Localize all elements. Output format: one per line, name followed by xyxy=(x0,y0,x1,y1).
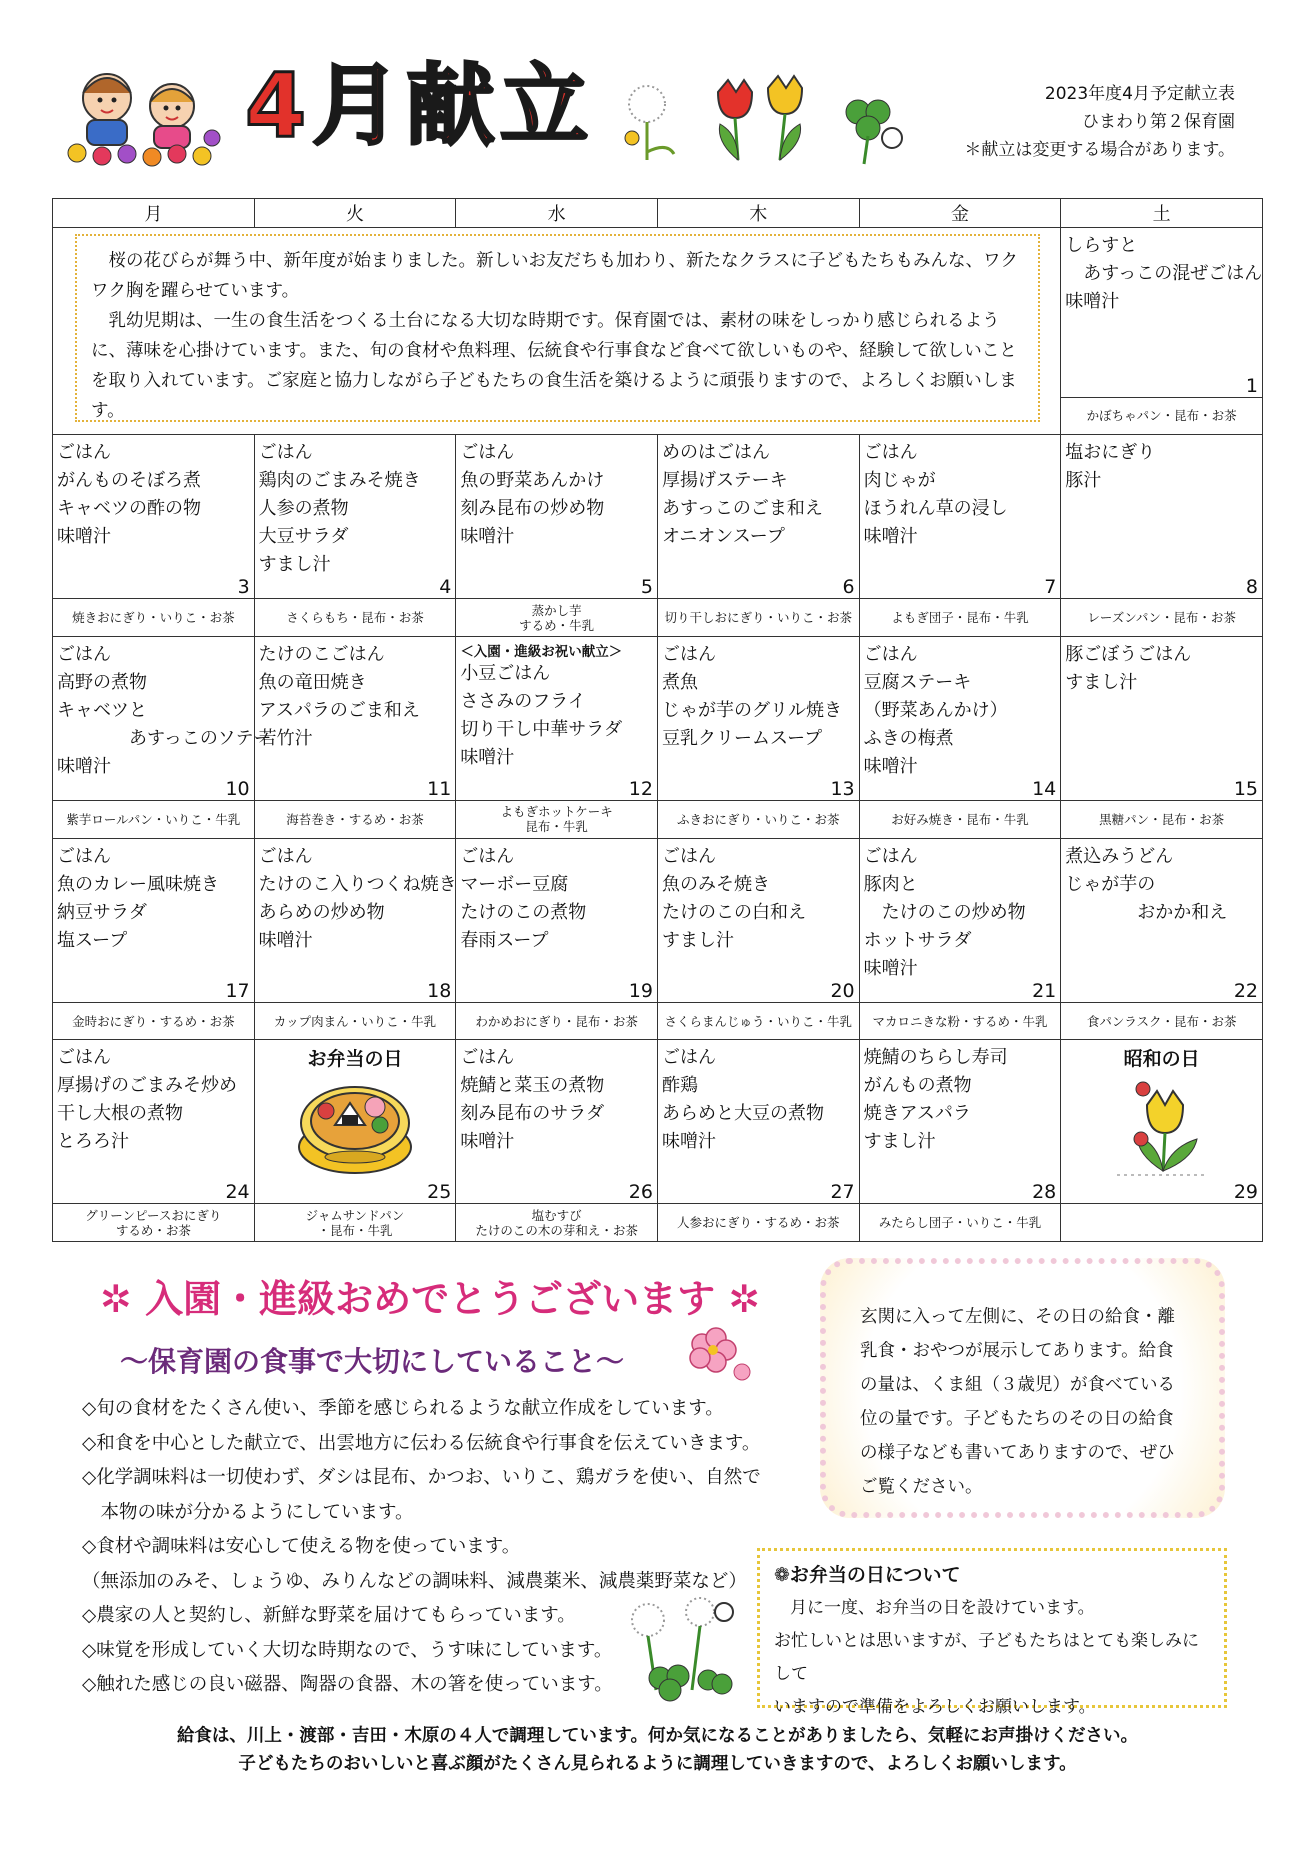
intro-paragraph: 乳幼児期は、一生の食生活をつくる土台になる大切な時期です。保育園では、素材の味をしっかり感じられるように、薄味を心掛けています。また、旬の食材や魚料理、伝統食や行事食など食べて欲しいものや、経験して欲しいことを取り入れています。ご家庭と協力しながら子どもたちの食生活を築けるように頑張りますので、よろしくお願いします。 xyxy=(91,311,1017,422)
menu-text: ごはん マーボー豆腐 たけのこの煮物 春雨スープ xyxy=(460,845,587,951)
header-info xyxy=(964,80,1235,164)
menu-text: ごはん 魚のみそ焼き たけのこの白和え すまし汁 xyxy=(661,845,806,951)
menu-cell xyxy=(53,1040,255,1204)
showa-day-title: 昭和の日 xyxy=(1123,1048,1200,1071)
list-item: ◇味覚を形成していく大切な時期なので、うす味にしています。 xyxy=(82,1639,613,1661)
menu-text: ごはん 豆腐ステーキ （野菜あんかけ） ふきの梅煮 味噌汁 xyxy=(863,643,1008,777)
snack-cell: よもぎ団子・昆布・牛乳 xyxy=(859,599,1061,637)
menu-text: ごはん 焼鯖と菜玉の煮物 刻み昆布のサラダ 味噌汁 xyxy=(460,1047,605,1153)
snack-cell: みたらし団子・いりこ・牛乳 xyxy=(859,1204,1061,1242)
menu-text: ごはん がんものそぼろ煮 キャベツの酢の物 味噌汁 xyxy=(57,442,201,548)
intro-paragraph: 桜の花びらが舞う中、新年度が始まりました。新しいお友だちも加わり、新たなクラスに子どもたちもみんな、ワクワク胸を躍らせています。 xyxy=(91,251,1018,302)
list-item: 本物の味が分かるようにしています。 xyxy=(82,1501,414,1523)
menu-cell xyxy=(1061,838,1263,1002)
menu-cell xyxy=(657,1040,859,1204)
day-header-tue: 火 xyxy=(254,199,456,228)
snack-cell xyxy=(1061,1204,1263,1242)
bento-note-heading xyxy=(774,1559,1210,1592)
date-number: 3 xyxy=(237,576,250,599)
date-number: 15 xyxy=(1233,778,1258,801)
bento-day-title: お弁当の日 xyxy=(307,1048,403,1071)
menu-text: めのはごはん 厚揚げステーキ あすっこのごま和え オニオンスープ xyxy=(661,442,823,548)
snack-cell: カップ肉まん・いりこ・牛乳 xyxy=(254,1002,456,1040)
list-item: ◇食材や調味料は安心して使える物を使っています。 xyxy=(82,1536,521,1557)
date-number: 22 xyxy=(1233,979,1258,1002)
snack-cell: ふきおにぎり・いりこ・お茶 xyxy=(657,801,859,839)
snack-cell: ジャムサンドパン ・昆布・牛乳 xyxy=(254,1204,456,1242)
date-number: 4 xyxy=(439,576,452,599)
snack-cell: お好み焼き・昆布・牛乳 xyxy=(859,801,1061,839)
menu-cell xyxy=(859,838,1061,1002)
header-info-year: 2023年度4月予定献立表 xyxy=(1044,84,1235,104)
menu-text: ごはん たけのこ入りつくね焼き あらめの炒め物 味噌汁 xyxy=(258,845,457,951)
menu-text: 小豆ごはん ささみのフライ 切り干し中華サラダ 味噌汁 xyxy=(460,662,623,768)
bento-day-note xyxy=(757,1548,1227,1717)
menu-text: ごはん 魚の野菜あんかけ 刻み昆布の炒め物 味噌汁 xyxy=(460,442,605,548)
bento-note-line: お忙しいとは思いますが、子どもたちはとても楽しみにして xyxy=(774,1631,1199,1684)
footer-message xyxy=(0,1722,1315,1778)
menu-calendar xyxy=(52,198,1263,1242)
menu-cell xyxy=(53,435,255,599)
date-number: 5 xyxy=(640,576,653,599)
menu-text: たけのこごはん 魚の竜田焼き アスパラのごま和え 若竹汁 xyxy=(258,643,420,749)
snack-cell: 塩むすび たけのこの木の芽和え・お茶 xyxy=(456,1204,658,1242)
lunch-display-note xyxy=(820,1258,1225,1518)
snack-cell: 焼きおにぎり・いりこ・お茶 xyxy=(53,599,255,637)
section-subtitle: ～保育園の食事で大切にしていること～ xyxy=(120,1345,625,1378)
snack-cell: レーズンパン・昆布・お茶 xyxy=(1061,599,1263,637)
day-header-sat: 土 xyxy=(1061,199,1263,228)
date-number: 17 xyxy=(225,979,250,1002)
date-number: 29 xyxy=(1233,1181,1258,1204)
display-note-text: 玄関に入って左側に、その日の給食・離乳食・おやつが展示してあります。給食の量は、くま組（３歳児）が食べている位の量です。子どもたちのその日の給食の様子なども書いてありますので、ぜひご覧ください。 xyxy=(860,1307,1175,1497)
flower-icon: ❁ xyxy=(774,1564,790,1586)
menu-cell xyxy=(254,1040,456,1204)
menu-text: ごはん 煮魚 じゃが芋のグリル焼き 豆乳クリームスープ xyxy=(661,643,842,749)
snack-cell: 蒸かし芋 するめ・牛乳 xyxy=(456,599,658,637)
menu-cell xyxy=(456,435,658,599)
date-number: 20 xyxy=(830,979,855,1002)
snack-cell: 海苔巻き・するめ・お茶 xyxy=(254,801,456,839)
date-number: 7 xyxy=(1044,576,1057,599)
menu-text: ごはん 厚揚げのごまみそ炒め 干し大根の煮物 とろろ汁 xyxy=(57,1047,237,1153)
menu-cell xyxy=(254,838,456,1002)
menu-cell xyxy=(53,838,255,1002)
date-number: 25 xyxy=(427,1181,452,1204)
snack-cell: かぼちゃパン・昆布・お茶 xyxy=(1061,397,1263,435)
menu-text: しらすと あすっこの混ぜごはん 味噌汁 xyxy=(1065,235,1263,313)
intro-message xyxy=(75,234,1040,422)
date-number: 28 xyxy=(1032,1181,1057,1204)
list-item: ◇触れた感じの良い磁器、陶器の食器、木の箸を使っています。 xyxy=(82,1674,613,1695)
menu-cell xyxy=(254,435,456,599)
date-number: 21 xyxy=(1032,979,1057,1002)
snack-cell: 食パンラスク・昆布・お茶 xyxy=(1061,1002,1263,1040)
header-info-note: ＊献立は変更する場合があります。 xyxy=(964,140,1235,160)
menu-text: ごはん 酢鶏 あらめと大豆の煮物 味噌汁 xyxy=(661,1047,824,1153)
menu-cell xyxy=(456,1040,658,1204)
menu-cell xyxy=(657,435,859,599)
menu-cell xyxy=(1061,636,1263,800)
menu-text: 塩おにぎり 豚汁 xyxy=(1065,442,1156,492)
menu-cell xyxy=(456,838,658,1002)
flower-icon: ✲ xyxy=(728,1277,761,1321)
menu-text: ごはん 豚肉と たけのこの炒め物 ホットサラダ 味噌汁 xyxy=(863,845,1026,979)
date-number: 24 xyxy=(225,1181,250,1204)
menu-text: ごはん 魚のカレー風味焼き 納豆サラダ 塩スープ xyxy=(57,845,219,951)
page-title: 4月献立 xyxy=(245,54,595,157)
menu-text: 焼鯖のちらし寿司 がんもの煮物 焼きアスパラ すまし汁 xyxy=(863,1047,1008,1153)
clover-dandelion-illustration xyxy=(620,1594,740,1704)
date-number: 14 xyxy=(1032,778,1057,801)
snack-cell: マカロニきな粉・するめ・牛乳 xyxy=(859,1002,1061,1040)
date-number: 13 xyxy=(830,778,855,801)
celebration-menu-label: ＜入園・進級お祝い献立＞ xyxy=(460,643,623,660)
menu-cell xyxy=(657,838,859,1002)
menu-text: 煮込みうどん じゃが芋の おかか和え xyxy=(1065,845,1228,923)
dandelion-icon xyxy=(612,82,682,164)
intro-cell xyxy=(53,228,1061,435)
bento-illustration xyxy=(290,1075,420,1180)
snack-cell: わかめおにぎり・昆布・お茶 xyxy=(456,1002,658,1040)
list-item: ◇和食を中心とした献立で、出雲地方に伝わる伝統食や行事食を伝えていきます。 xyxy=(82,1432,761,1454)
date-number: 26 xyxy=(628,1181,653,1204)
list-item: ◇化学調味料は一切使わず、ダシは昆布、かつお、いりこ、鶏ガラを使い、自然で xyxy=(82,1467,761,1488)
bento-note-line: 月に一度、お弁当の日を設けています。 xyxy=(790,1598,1095,1618)
date-number: 10 xyxy=(225,778,250,801)
snack-cell: よもぎホットケーキ 昆布・牛乳 xyxy=(456,801,658,839)
date-number: 12 xyxy=(628,778,653,801)
snack-cell: 人参おにぎり・するめ・お茶 xyxy=(657,1204,859,1242)
menu-cell xyxy=(1061,435,1263,599)
congratulations-text: 入園・進級おめでとうございます xyxy=(145,1277,716,1321)
children-flowers-illustration xyxy=(62,58,222,168)
flower-icon: ✲ xyxy=(100,1277,132,1321)
date-number: 6 xyxy=(842,576,855,599)
footer-line: 給食は、川上・渡部・吉田・木原の４人で調理しています。何か気になることがありましたら、気軽にお声掛けください。 xyxy=(176,1726,1139,1746)
bento-note-title: お弁当の日について xyxy=(789,1564,961,1586)
menu-text: ごはん 鶏肉のごまみそ焼き 人参の煮物 大豆サラダ すまし汁 xyxy=(258,442,421,576)
snack-cell: 切り干しおにぎり・いりこ・お茶 xyxy=(657,599,859,637)
congratulations-heading xyxy=(100,1268,760,1323)
list-item: （無添加のみそ、しょうゆ、みりんなどの調味料、減農薬米、減農薬野菜など） xyxy=(82,1570,747,1592)
header-info-nursery: ひまわり第２保育園 xyxy=(1082,112,1235,132)
menu-cell xyxy=(456,636,658,800)
list-item: ◇農家の人と契約し、新鮮な野菜を届けてもらっています。 xyxy=(82,1605,576,1626)
list-item: ◇旬の食材をたくさん使い、季節を感じられるような献立作成をしています。 xyxy=(82,1398,724,1419)
menu-cell xyxy=(859,1040,1061,1204)
snack-cell: グリーンピースおにぎり するめ・お茶 xyxy=(53,1204,255,1242)
day-header-mon: 月 xyxy=(53,199,255,228)
menu-text: ごはん 高野の煮物 キャベツと あすっこのソテー 味噌汁 xyxy=(57,643,272,777)
clover-icon xyxy=(830,86,910,166)
date-number: 1 xyxy=(1245,374,1258,397)
menu-cell xyxy=(657,636,859,800)
date-number: 8 xyxy=(1245,576,1258,599)
menu-cell xyxy=(859,636,1061,800)
bento-note-line: いますので準備をよろしくお願いします。 xyxy=(774,1697,1096,1717)
day-header-thu: 木 xyxy=(657,199,859,228)
day-header-fri: 金 xyxy=(859,199,1061,228)
snack-cell: 黒糖パン・昆布・お茶 xyxy=(1061,801,1263,839)
menu-cell xyxy=(53,636,272,801)
menu-cell xyxy=(254,636,456,800)
date-number: 19 xyxy=(628,979,653,1002)
menu-cell xyxy=(859,435,1061,599)
menu-text: 豚ごぼうごはん すまし汁 xyxy=(1065,643,1192,693)
date-number: 27 xyxy=(830,1181,855,1204)
footer-line: 子どもたちのおいしいと喜ぶ顔がたくさん見られるように調理していきますので、よろしくお願いします。 xyxy=(238,1754,1077,1774)
snack-cell: さくらまんじゅう・いりこ・牛乳 xyxy=(657,1002,859,1040)
sakura-icon xyxy=(676,1322,758,1388)
snack-cell: さくらもち・昆布・お茶 xyxy=(254,599,456,637)
snack-cell: 紫芋ロールパン・いりこ・牛乳 xyxy=(53,801,255,839)
day-header-wed: 水 xyxy=(456,199,658,228)
menu-cell xyxy=(1061,1040,1263,1204)
menu-text: ごはん 肉じゃが ほうれん草の浸し 味噌汁 xyxy=(863,442,1008,548)
snack-cell: 金時おにぎり・するめ・お茶 xyxy=(53,1002,255,1040)
tulip-icon xyxy=(708,72,818,164)
tulip-ladybug-illustration xyxy=(1107,1075,1217,1180)
menu-cell xyxy=(1061,228,1263,397)
date-number: 18 xyxy=(427,979,452,1002)
date-number: 11 xyxy=(427,778,452,801)
